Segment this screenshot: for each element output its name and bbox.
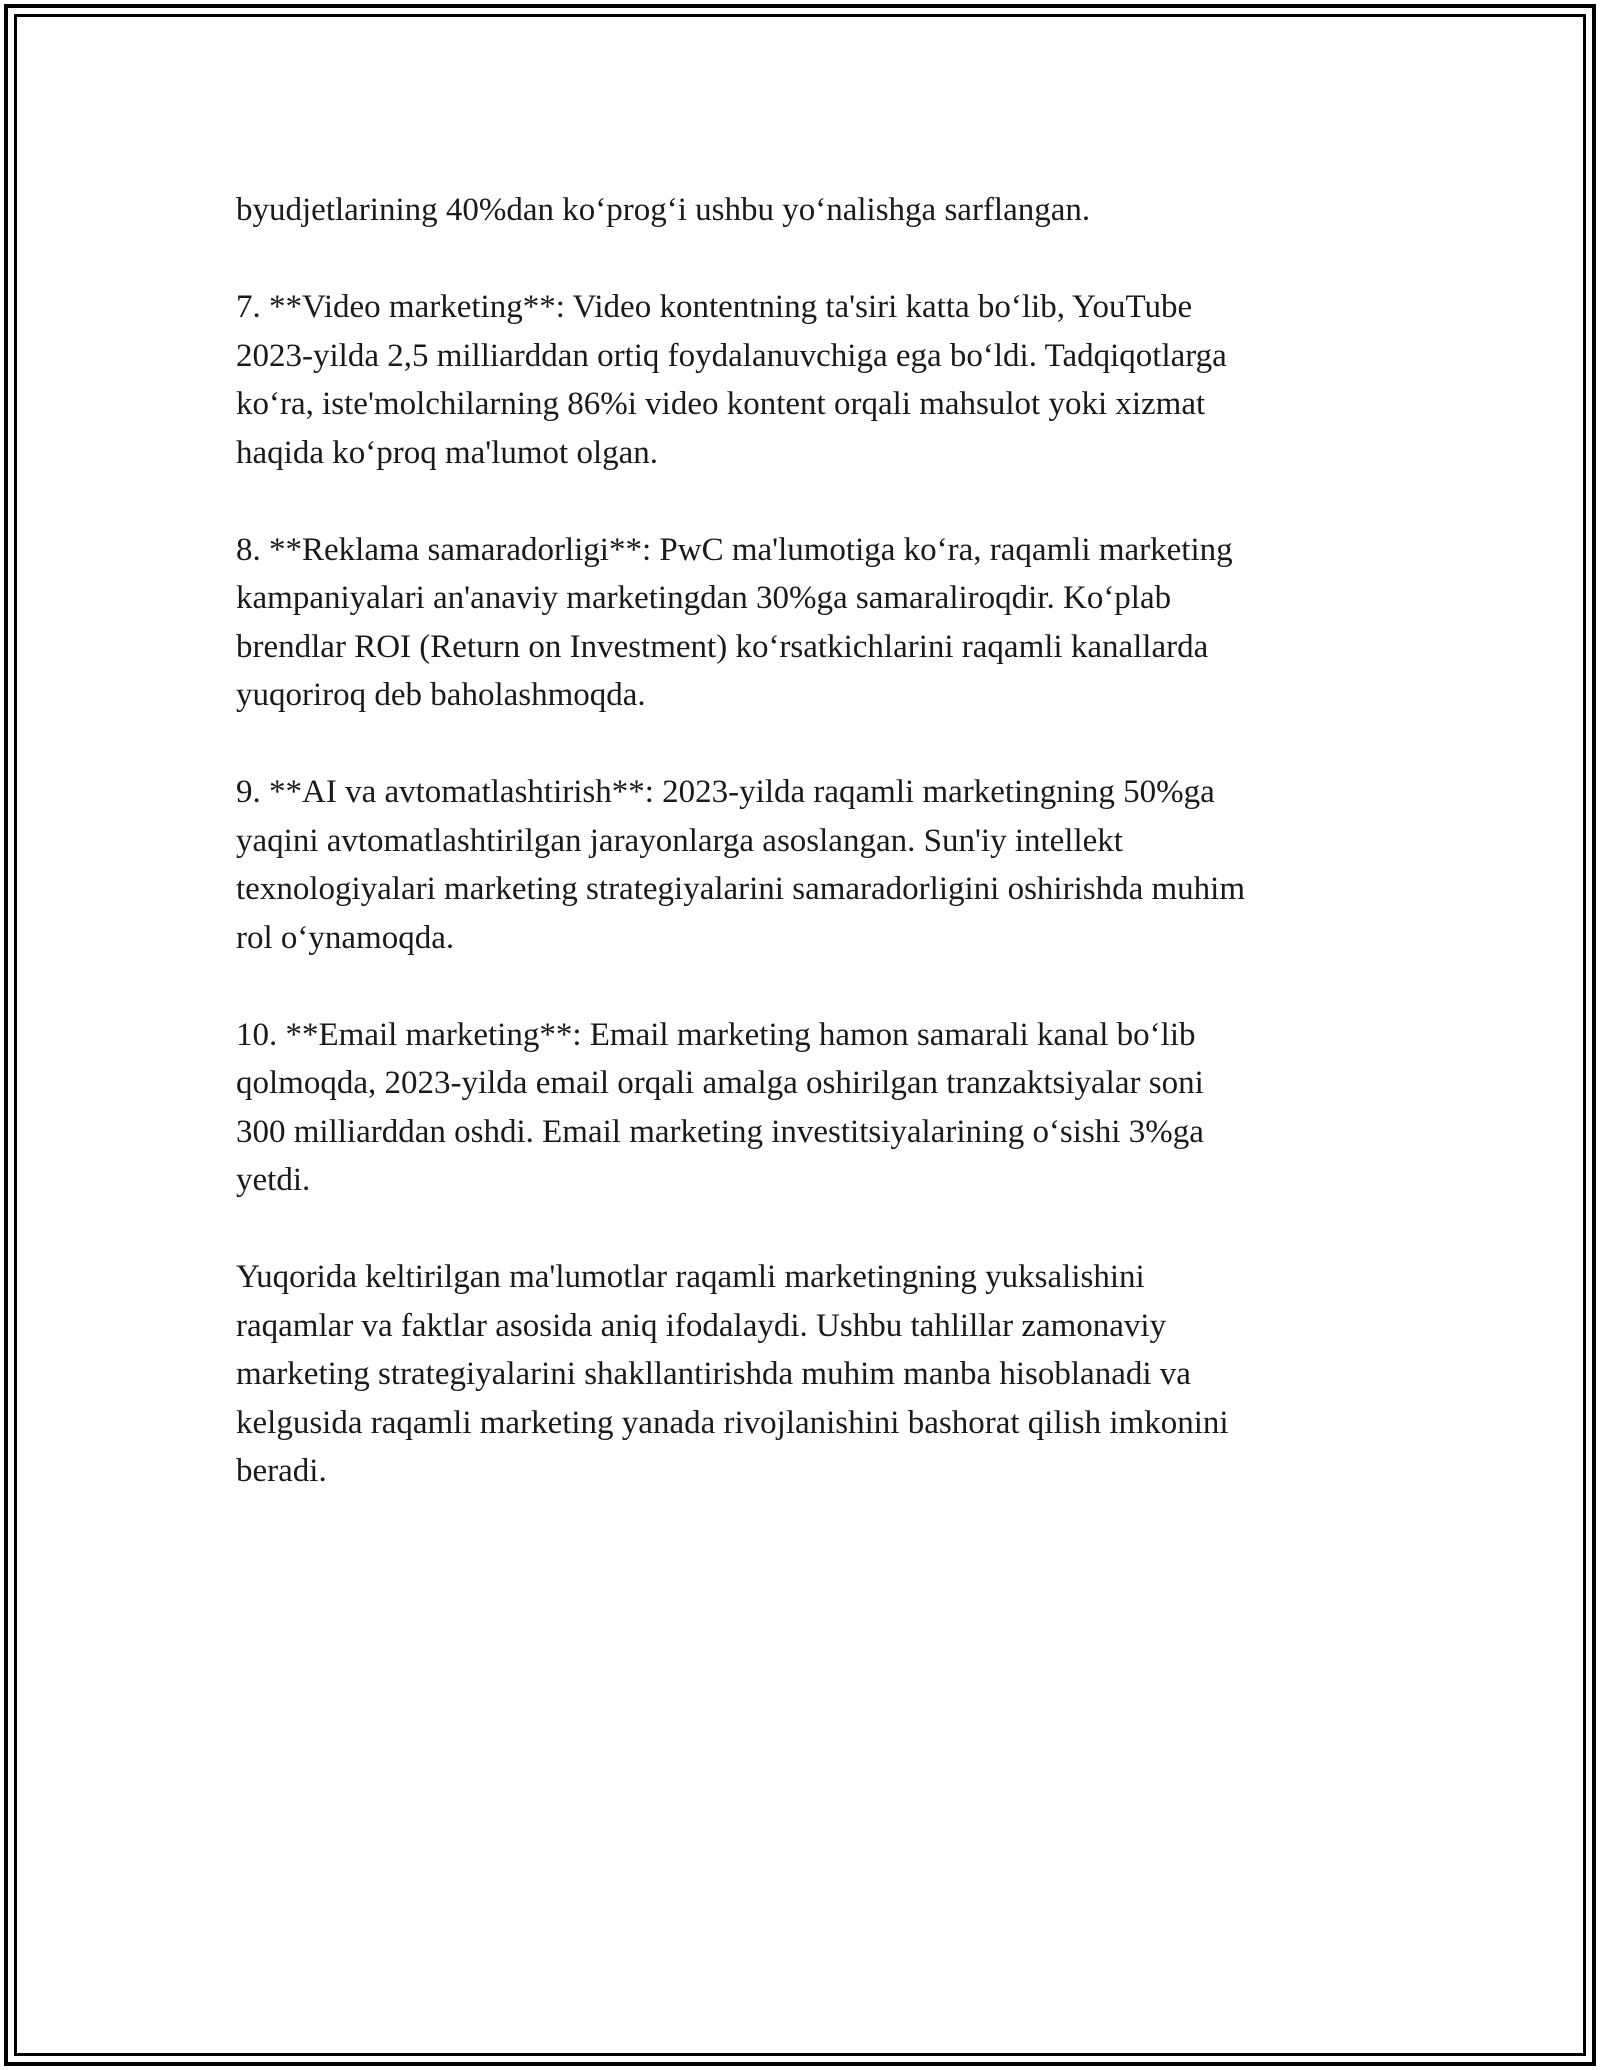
paragraph-conclusion: Yuqorida keltirilgan ma'lumotlar raqamli marketingning yuksalishini raqamlar va faktlar asosida aniq ifodalaydi. Ushbu tahlillar zamonaviy marketing strategiyalarini shakllantirishda muhim manba hisoblanadi va kelgusida raqamli marketing yanada rivojlanishini bashorat qilish imkonini beradi. <box>236 1259 1229 1489</box>
paragraph-email-marketing: 10. **Email marketing**: Email marketing hamon samarali kanal bo‘lib qolmoqda, 2023-yilda email orqali amalga oshirilgan tranzaktsiyalar soni 300 milliarddan oshdi. Email marketing investitsiyalarining o‘sishi 3%ga yetdi. <box>236 1016 1204 1198</box>
paragraph-continuation: byudjetlarining 40%dan ko‘prog‘i ushbu yo‘nalishga sarflangan. <box>236 192 1091 228</box>
paragraph-video-marketing: 7. **Video marketing**: Video kontentning ta'siri katta bo‘lib, YouTube 2023-yilda 2,5 milliarddan ortiq foydalanuvchiga ega bo‘ldi. Tadqiqotlarga ko‘ra, iste'molchilarning 86%i video kontent orqali mahsulot yoki xizmat haqida ko‘proq ma'lumot olgan. <box>236 289 1227 471</box>
paragraph-ai-automation: 9. **AI va avtomatlashtirish**: 2023-yilda raqamli marketingning 50%ga yaqini avtomatlashtirilgan jarayonlarga asoslangan. Sun'iy intellekt texnologiyalari marketing strategiyalarini samaradorligini oshirishda muhim rol o‘ynamoqda. <box>236 774 1245 956</box>
paragraph-advertising-efficiency: 8. **Reklama samaradorligi**: PwC ma'lumotiga ko‘ra, raqamli marketing kampaniyalari an'anaviy marketingdan 30%ga samaraliroqdir. Ko‘plab brendlar ROI (Return on Investment) ko‘rsatkichlarini raqamli kanallarda yuqoriroq deb baholashmoqda. <box>236 531 1233 713</box>
document-body <box>236 186 1366 1544</box>
